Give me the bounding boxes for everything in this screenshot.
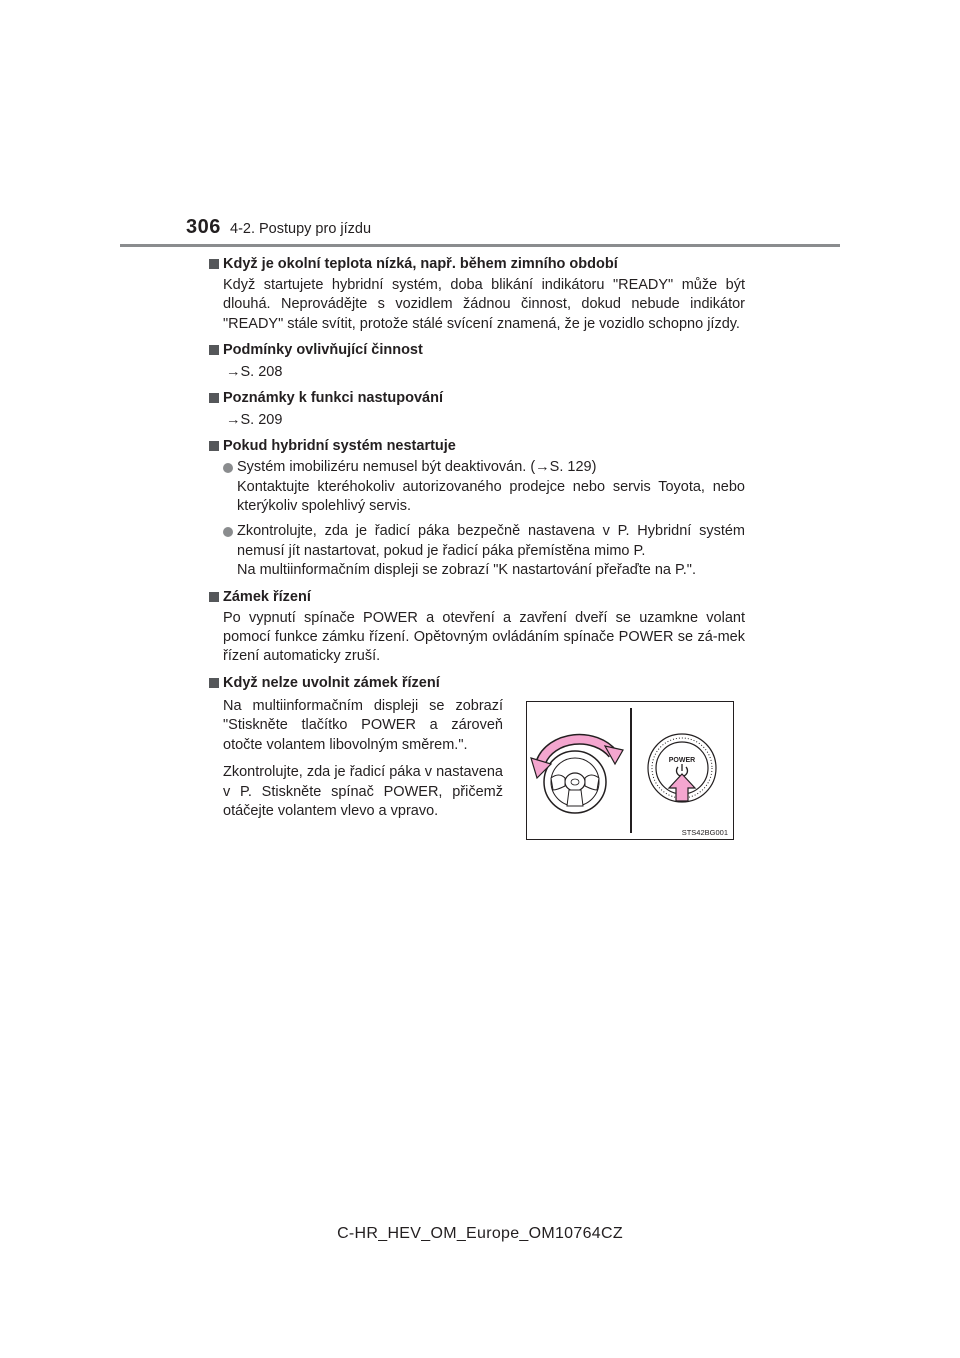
round-bullet-icon: [223, 527, 233, 537]
section-cold-weather: [209, 254, 745, 334]
list-item: [209, 522, 745, 580]
power-button-label: POWER: [668, 756, 696, 764]
square-bullet-icon: [209, 393, 219, 403]
square-bullet-icon: [209, 592, 219, 602]
section-text: Na multiinformačním displeji se zobrazí "Stiskněte tlačítko POWER a zároveň otočte volantem libovolným směrem.".: [223, 697, 503, 753]
reference-text: S. 209: [240, 412, 283, 429]
section-heading: Poznámky k funkci nastupování: [223, 390, 443, 407]
bullet-text: Kontaktujte kteréhokoliv autorizovaného prodejce nebo servis Toyota, nebo kterýkoliv spolehlivý servis.: [237, 478, 745, 515]
square-bullet-icon: [209, 259, 219, 269]
section-heading: Když nelze uvolnit zámek řízení: [223, 674, 440, 691]
section-heading: Pokud hybridní systém nestartuje: [223, 438, 456, 455]
section-entry-notes: [209, 388, 745, 430]
header-divider: [120, 244, 840, 247]
square-bullet-icon: [209, 345, 219, 355]
section-heading: Podmínky ovlivňující činnost: [223, 342, 423, 359]
arrow-right-icon: →: [226, 412, 241, 429]
section-steering-lock: [209, 587, 745, 667]
section-unlock: [209, 673, 745, 837]
square-bullet-icon: [209, 441, 219, 451]
page-reference[interactable]: [209, 410, 745, 430]
list-item: [209, 458, 745, 516]
section-text: Když startujete hybridní systém, doba blikání indikátoru "READY" může být dlouhá. Neprovádějte s vozidlem žádnou činnost, dokud nebude indikátor "READY" stále svítit, protože stálé svícení znamená, že je vozidlo schopno jízdy.: [223, 277, 745, 332]
reference-text: S. 208: [240, 364, 283, 381]
figure-code: STS42BG001: [681, 827, 728, 837]
page-reference[interactable]: [209, 362, 745, 382]
steering-power-illustration: [526, 701, 734, 840]
section-title: 4-2. Postupy pro jízdu: [230, 221, 372, 237]
bullet-text: Zkontrolujte, zda je řadicí páka bezpečně nastavena v P. Hybridní systém nemusí jít nastartovat, pokud je řadicí páka přemístěna mimo P.: [237, 523, 745, 559]
section-text: Po vypnutí spínače POWER a otevření a zavření dveří se uzamkne volant pomocí funkce zámku řízení. Opětovným ovládáním spínače POWER se zá-mek řízení automaticky zruší.: [223, 609, 745, 665]
section-no-start: [209, 436, 745, 580]
steering-wheel-icon: [544, 751, 606, 813]
section-heading: Když je okolní teplota nízká, např. během zimního období: [223, 256, 618, 272]
round-bullet-icon: [223, 463, 233, 473]
page-number: 306: [186, 216, 221, 238]
square-bullet-icon: [209, 678, 219, 688]
bullet-text: Systém imobilizéru nemusel být deaktivován. (→S. 129): [237, 459, 597, 476]
section-conditions: [209, 340, 745, 382]
section-text: Zkontrolujte, zda je řadicí páka v nastavena v P. Stiskněte spínač POWER, přičemž otáčejte volantem vlevo a vpravo.: [223, 764, 503, 819]
main-content: [209, 252, 745, 837]
document-id: C-HR_HEV_OM_Europe_OM10764CZ: [337, 1225, 623, 1242]
arrow-right-icon: →: [226, 364, 241, 381]
bullet-text: Na multiinformačním displeji se zobrazí "K nastartování přeřaďte na P.".: [237, 562, 696, 579]
page-header: [120, 0, 840, 250]
section-heading: Zámek řízení: [223, 588, 311, 605]
